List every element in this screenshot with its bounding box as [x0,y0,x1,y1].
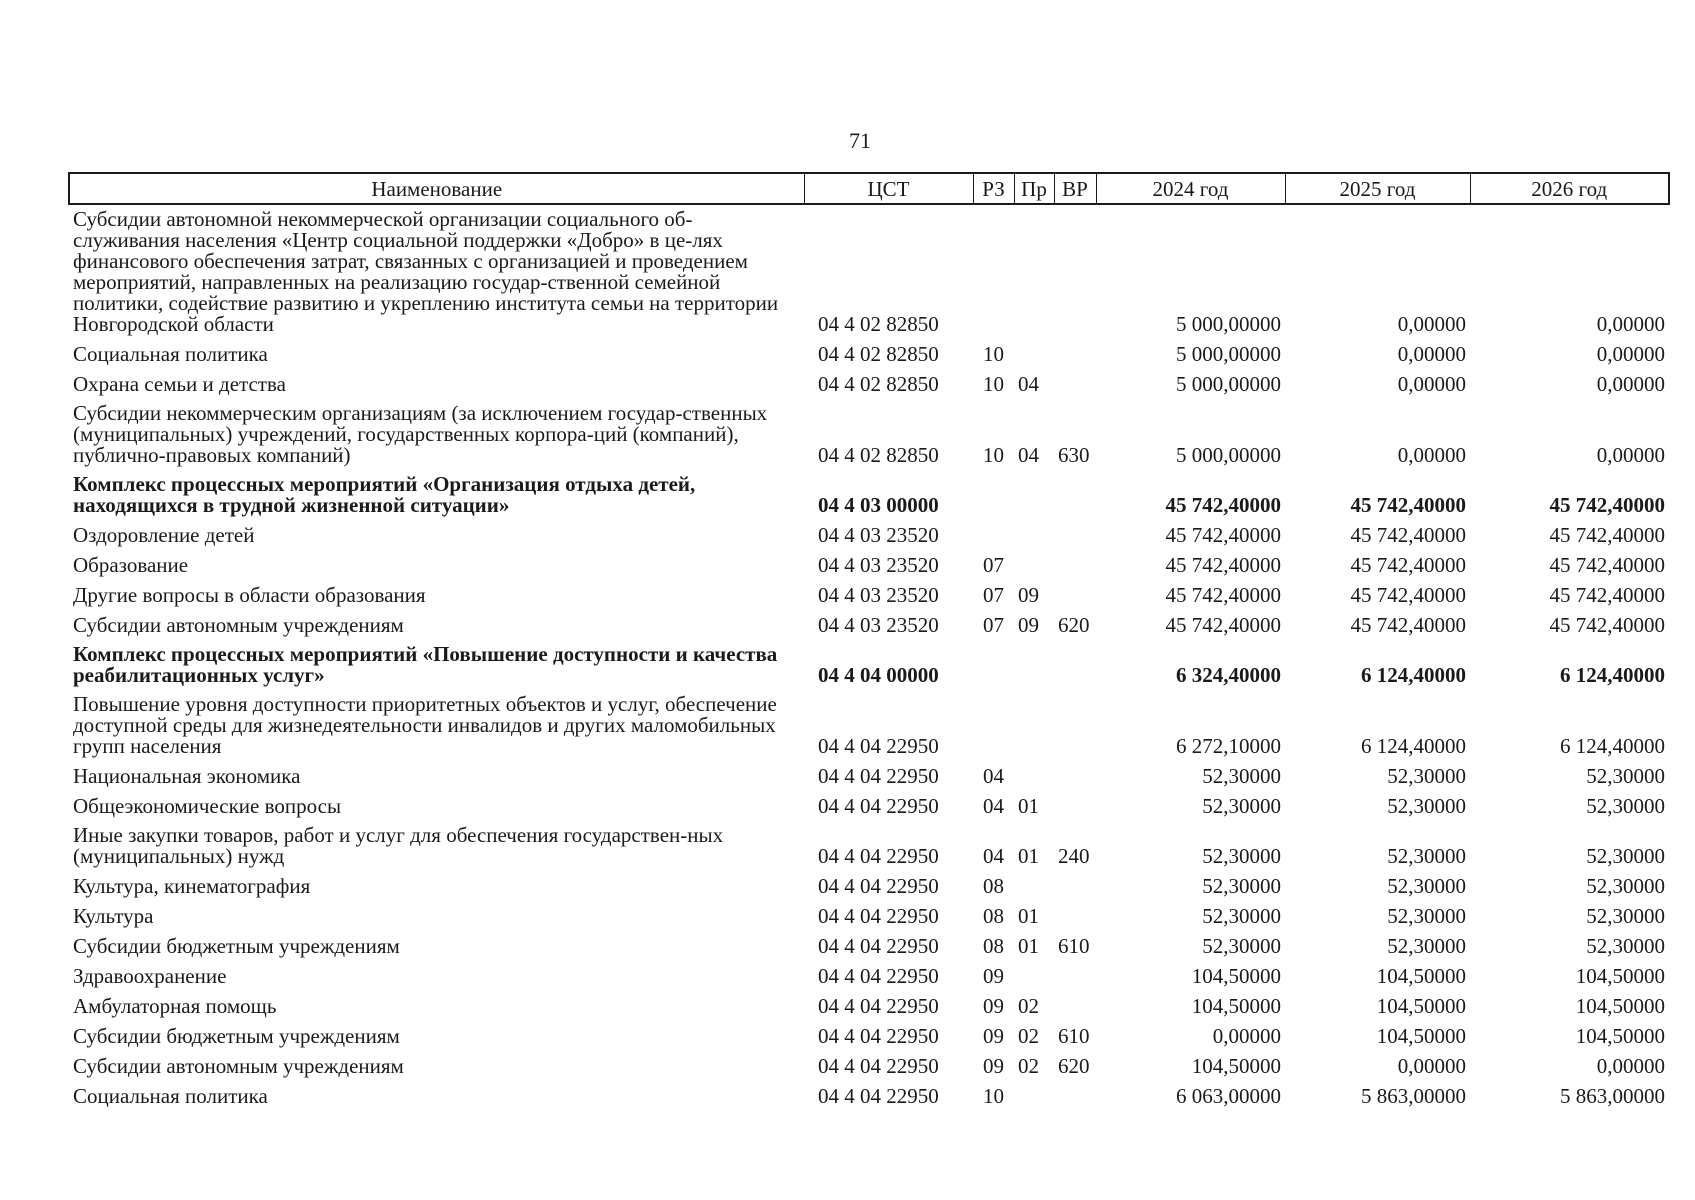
cell-rz: 09 [983,964,1004,988]
cell-rz [973,470,1014,520]
cell-rz: 09 [983,994,1004,1018]
table-row [69,610,1669,640]
table-row [69,991,1669,1021]
cell-2025: 0,00000 [1397,342,1466,366]
table-row [69,761,1669,791]
cell-name: Культура, кинематография [73,874,311,898]
cell-2025: 52,30000 [1387,904,1466,928]
cell-vr [1054,470,1096,520]
cell-2026: 45 742,40000 [1549,523,1665,547]
cell-pr: 09 [1018,613,1039,637]
cell-pr [1014,690,1054,761]
cell-vr: 620 [1058,1054,1090,1078]
cell-2025: 104,50000 [1376,994,1466,1018]
cell-cst: 04 4 04 22950 [818,994,939,1018]
cell-2025: 0,00000 [1397,372,1466,396]
cell-vr [1054,791,1096,821]
cell-2024: 52,30000 [1202,764,1281,788]
table-row [69,901,1669,931]
cell-2024: 52,30000 [1202,934,1281,958]
cell-2025: 104,50000 [1376,964,1466,988]
cell-name: Комплекс процессных мероприятий «Организация отдыха детей, находящихся в трудной жизненной ситуации» [73,472,696,517]
header-pr: Пр [1014,173,1054,204]
cell-2025: 0,00000 [1397,312,1466,336]
cell-pr [1014,520,1054,550]
table-header-row [69,173,1669,204]
cell-name: Комплекс процессных мероприятий «Повышение доступности и качества реабилитационных услуг» [73,642,778,687]
cell-pr: 01 [1018,844,1039,868]
table-row [69,369,1669,399]
cell-rz [973,520,1014,550]
cell-vr [1054,640,1096,690]
cell-2026: 52,30000 [1586,844,1665,868]
cell-cst: 04 4 04 00000 [818,663,939,687]
cell-cst: 04 4 04 22950 [818,964,939,988]
cell-cst: 04 4 02 82850 [818,342,939,366]
cell-2025: 45 742,40000 [1350,493,1466,517]
cell-vr: 240 [1058,844,1090,868]
cell-2026: 5 863,00000 [1560,1084,1665,1108]
cell-2026: 52,30000 [1586,764,1665,788]
cell-pr [1014,550,1054,580]
table-row [69,791,1669,821]
cell-cst: 04 4 04 22950 [818,734,939,758]
cell-2024: 5 000,00000 [1176,342,1281,366]
table-row [69,961,1669,991]
cell-2025: 45 742,40000 [1350,583,1466,607]
cell-2026: 0,00000 [1596,443,1665,467]
cell-2025: 6 124,40000 [1361,663,1466,687]
cell-rz [973,690,1014,761]
cell-rz: 08 [983,904,1004,928]
cell-rz: 07 [983,583,1004,607]
cell-cst: 04 4 04 22950 [818,1024,939,1048]
cell-2024: 52,30000 [1202,794,1281,818]
cell-cst: 04 4 02 82850 [818,443,939,467]
cell-vr [1054,369,1096,399]
cell-2026: 45 742,40000 [1549,553,1665,577]
cell-vr [1054,901,1096,931]
header-vr: ВР [1054,173,1096,204]
cell-2026: 45 742,40000 [1549,583,1665,607]
cell-name: Повышение уровня доступности приоритетных объектов и услуг, обеспечение доступной среды для жизнедеятельности инвалидов и других маломобильных групп населения [73,692,777,758]
cell-pr [1014,640,1054,690]
cell-2026: 52,30000 [1586,904,1665,928]
cell-cst: 04 4 04 22950 [818,844,939,868]
cell-2024: 5 000,00000 [1176,443,1281,467]
cell-vr [1054,690,1096,761]
cell-2026: 104,50000 [1575,1024,1665,1048]
cell-cst: 04 4 04 22950 [818,904,939,928]
table-row [69,1081,1669,1111]
cell-pr: 01 [1018,904,1039,928]
cell-2024: 45 742,40000 [1165,493,1281,517]
cell-vr [1054,1081,1096,1111]
header-2025: 2025 год [1285,173,1470,204]
cell-pr: 09 [1018,583,1039,607]
cell-name: Субсидии бюджетным учреждениям [73,1024,400,1048]
cell-2024: 52,30000 [1202,874,1281,898]
cell-2026: 52,30000 [1586,934,1665,958]
header-name: Наименование [69,173,804,204]
cell-cst: 04 4 04 22950 [818,934,939,958]
cell-2026: 104,50000 [1575,994,1665,1018]
cell-name: Образование [73,553,189,577]
cell-vr [1054,550,1096,580]
header-cst: ЦСТ [804,173,973,204]
cell-name: Амбулаторная помощь [73,994,277,1018]
cell-name: Субсидии некоммерческим организациям (за исключением государ-ственных (муниципальных) учреждений, государственных корпора-ций (компаний), публично-правовых компаний) [73,401,768,467]
cell-2026: 0,00000 [1596,342,1665,366]
cell-pr: 02 [1018,994,1039,1018]
table-row [69,339,1669,369]
cell-name: Социальная политика [73,1084,268,1108]
cell-2024: 5 000,00000 [1176,312,1281,336]
cell-pr [1014,871,1054,901]
cell-rz [973,204,1014,339]
cell-cst: 04 4 02 82850 [818,372,939,396]
header-2024: 2024 год [1096,173,1285,204]
cell-pr: 02 [1018,1054,1039,1078]
cell-rz: 07 [983,613,1004,637]
cell-2024: 45 742,40000 [1165,583,1281,607]
cell-2025: 45 742,40000 [1350,613,1466,637]
cell-2026: 0,00000 [1596,1054,1665,1078]
cell-rz: 09 [983,1054,1004,1078]
cell-rz: 10 [983,372,1004,396]
cell-pr [1014,961,1054,991]
cell-2025: 52,30000 [1387,874,1466,898]
cell-rz: 04 [983,844,1004,868]
table-row [69,640,1669,690]
cell-name: Другие вопросы в области образования [73,583,426,607]
table-row [69,399,1669,470]
cell-name: Субсидии автономной некоммерческой организации социального об-служивания населения «Центр социальной поддержки «Добро» в це-лях финансового обеспечения затрат, связанных с организацией и проведением мероприятий, направленных на реализацию государ-ственной семейной политики, содействие развитию и укреплению института семьи на территории Новгородской области [73,207,779,336]
table-row [69,470,1669,520]
cell-vr [1054,761,1096,791]
cell-vr: 610 [1058,934,1090,958]
cell-cst: 04 4 03 23520 [818,523,939,547]
table-body [69,204,1669,1111]
cell-rz: 04 [983,764,1004,788]
cell-2026: 52,30000 [1586,794,1665,818]
cell-vr [1054,520,1096,550]
table-row [69,871,1669,901]
cell-pr [1014,339,1054,369]
cell-vr [1054,991,1096,1021]
cell-pr: 01 [1018,794,1039,818]
budget-table [68,172,1670,1111]
cell-name: Социальная политика [73,342,268,366]
table-row [69,931,1669,961]
cell-cst: 04 4 04 22950 [818,794,939,818]
cell-cst: 04 4 02 82850 [818,312,939,336]
cell-cst: 04 4 03 23520 [818,583,939,607]
cell-vr [1054,204,1096,339]
cell-cst: 04 4 04 22950 [818,874,939,898]
cell-2026: 0,00000 [1596,372,1665,396]
cell-2026: 45 742,40000 [1549,493,1665,517]
cell-rz: 09 [983,1024,1004,1048]
cell-cst: 04 4 04 22950 [818,764,939,788]
cell-rz: 04 [983,794,1004,818]
cell-rz: 10 [983,1084,1004,1108]
cell-2024: 5 000,00000 [1176,372,1281,396]
cell-vr: 630 [1058,443,1090,467]
cell-2025: 0,00000 [1397,443,1466,467]
table-row [69,690,1669,761]
cell-rz: 08 [983,934,1004,958]
cell-2025: 52,30000 [1387,844,1466,868]
cell-2025: 52,30000 [1387,764,1466,788]
cell-name: Культура [73,904,154,928]
cell-pr: 04 [1018,372,1039,396]
cell-vr [1054,339,1096,369]
cell-pr: 02 [1018,1024,1039,1048]
cell-2025: 52,30000 [1387,934,1466,958]
cell-pr [1014,1081,1054,1111]
header-rz: РЗ [973,173,1014,204]
cell-name: Оздоровление детей [73,523,255,547]
cell-2024: 45 742,40000 [1165,553,1281,577]
cell-name: Субсидии автономным учреждениям [73,1054,404,1078]
cell-cst: 04 4 04 22950 [818,1084,939,1108]
cell-vr [1054,961,1096,991]
cell-2025: 45 742,40000 [1350,523,1466,547]
header-2026: 2026 год [1470,173,1669,204]
cell-2024: 104,50000 [1191,994,1281,1018]
cell-2025: 52,30000 [1387,794,1466,818]
cell-pr: 01 [1018,934,1039,958]
cell-vr: 610 [1058,1024,1090,1048]
cell-vr [1054,580,1096,610]
cell-vr: 620 [1058,613,1090,637]
table-row [69,580,1669,610]
cell-2024: 52,30000 [1202,904,1281,928]
cell-name: Иные закупки товаров, работ и услуг для обеспечения государствен-ных (муниципальных) нужд [73,823,724,868]
cell-vr [1054,871,1096,901]
cell-rz: 10 [983,443,1004,467]
cell-rz: 08 [983,874,1004,898]
cell-2024: 45 742,40000 [1165,523,1281,547]
cell-2024: 104,50000 [1191,964,1281,988]
table-row [69,520,1669,550]
cell-2026: 0,00000 [1596,312,1665,336]
cell-2024: 0,00000 [1212,1024,1281,1048]
cell-2024: 52,30000 [1202,844,1281,868]
cell-rz [973,640,1014,690]
cell-2025: 5 863,00000 [1361,1084,1466,1108]
cell-name: Национальная экономика [73,764,301,788]
cell-name: Охрана семьи и детства [73,372,286,396]
cell-2026: 52,30000 [1586,874,1665,898]
table-row [69,550,1669,580]
cell-name: Здравоохранение [73,964,227,988]
cell-2026: 104,50000 [1575,964,1665,988]
table-row [69,1051,1669,1081]
cell-2025: 0,00000 [1397,1054,1466,1078]
cell-pr [1014,204,1054,339]
cell-2025: 45 742,40000 [1350,553,1466,577]
cell-pr [1014,470,1054,520]
cell-2026: 6 124,40000 [1560,734,1665,758]
cell-name: Субсидии автономным учреждениям [73,613,404,637]
cell-2025: 104,50000 [1376,1024,1466,1048]
cell-2025: 6 124,40000 [1361,734,1466,758]
cell-name: Субсидии бюджетным учреждениям [73,934,400,958]
cell-pr [1014,761,1054,791]
table-row [69,1021,1669,1051]
table-row [69,204,1669,339]
cell-2026: 6 124,40000 [1560,663,1665,687]
cell-name: Общеэкономические вопросы [73,794,342,818]
cell-2024: 45 742,40000 [1165,613,1281,637]
cell-cst: 04 4 03 23520 [818,613,939,637]
cell-cst: 04 4 04 22950 [818,1054,939,1078]
cell-2024: 6 063,00000 [1176,1084,1281,1108]
cell-2026: 45 742,40000 [1549,613,1665,637]
cell-2024: 104,50000 [1191,1054,1281,1078]
cell-2024: 6 324,40000 [1176,663,1281,687]
page-number: 71 [849,128,871,153]
cell-rz: 07 [983,553,1004,577]
cell-cst: 04 4 03 00000 [818,493,939,517]
cell-pr: 04 [1018,443,1039,467]
cell-rz: 10 [983,342,1004,366]
table-row [69,821,1669,871]
cell-cst: 04 4 03 23520 [818,553,939,577]
cell-2024: 6 272,10000 [1176,734,1281,758]
